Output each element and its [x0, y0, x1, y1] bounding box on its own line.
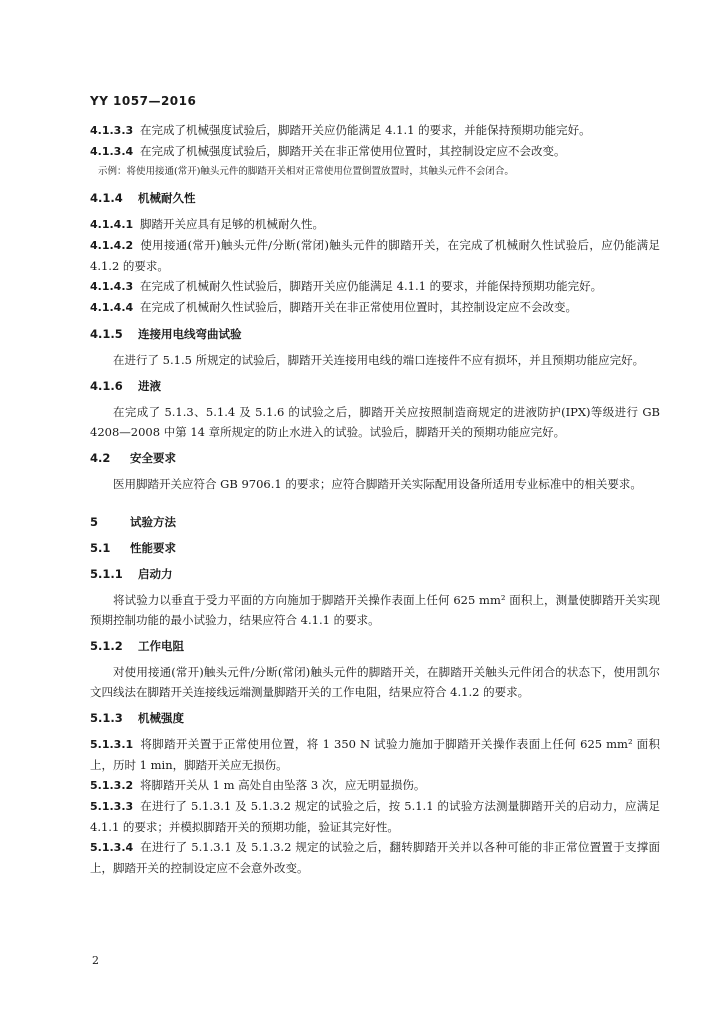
body-paragraph: 医用脚踏开关应符合 GB 9706.1 的要求；应符合脚踏开关实际配用设备所适用专业标准中的相关要求。	[113, 477, 642, 491]
clause-number: 4.1.4.1	[90, 218, 134, 231]
clause-number: 4.1.3.4	[90, 145, 134, 158]
section-heading	[90, 448, 660, 468]
heading-title: 机械强度	[138, 711, 184, 725]
heading-number: 5.1.2	[90, 639, 123, 653]
heading-title: 进液	[138, 379, 161, 393]
example-note: 示例：将使用接通(常开)触头元件的脚踏开关相对正常使用位置倒置放置时，其触头元件不会闭合。	[98, 166, 514, 177]
clause-text: 将脚踏开关从 1 m 高处自由坠落 3 次，应无明显损伤。	[140, 778, 426, 792]
document-body	[90, 120, 660, 878]
clause-text: 在完成了机械耐久性试验后，脚踏开关应仍能满足 4.1.1 的要求，并能保持预期功能完好。	[140, 279, 603, 293]
clause-number: 4.1.3.3	[90, 124, 134, 137]
clause-item	[90, 796, 660, 837]
clause-item	[90, 120, 660, 141]
clause-item	[90, 837, 660, 878]
section-heading	[90, 512, 660, 532]
heading-number: 5	[90, 515, 99, 529]
clause-item	[90, 141, 660, 162]
body-paragraph: 将试验力以垂直于受力平面的方向施加于脚踏开关操作表面上任何 625 mm² 面积上，测量使脚踏开关实现预期控制功能的最小试验力，结果应符合 4.1.1 的要求。	[90, 593, 660, 627]
clause-number: 5.1.3.1	[90, 738, 134, 751]
heading-title: 工作电阻	[138, 639, 184, 653]
clause-number: 5.1.3.4	[90, 841, 134, 854]
clause-item	[90, 235, 660, 276]
clause-number: 4.1.4.2	[90, 239, 134, 252]
heading-number: 4.1.5	[90, 327, 123, 341]
heading-title: 启动力	[138, 567, 173, 581]
section-heading	[90, 636, 660, 656]
heading-number: 4.1.6	[90, 379, 123, 393]
clause-text: 在进行了 5.1.3.1 及 5.1.3.2 规定的试验之后，翻转脚踏开关并以各种可能的非正常位置置于支撑面上，脚踏开关的控制设定应不会意外改变。	[90, 840, 660, 875]
page-number: 2	[92, 954, 99, 967]
heading-title: 安全要求	[130, 451, 176, 465]
section-heading	[90, 376, 660, 396]
body-paragraph: 在完成了 5.1.3、5.1.4 及 5.1.6 的试验之后，脚踏开关应按照制造商规定的进液防护(IPX)等级进行 GB 4208—2008 中第 14 章所规定的防止水进入的试验。试验后，脚踏开关的预期功能应完好。	[90, 405, 660, 439]
clause-text: 在完成了机械强度试验后，脚踏开关在非正常使用位置时，其控制设定应不会改变。	[140, 144, 566, 158]
section-heading	[90, 564, 660, 584]
section-heading	[90, 324, 660, 344]
section-heading	[90, 708, 660, 728]
clause-text: 在进行了 5.1.3.1 及 5.1.3.2 规定的试验之后，按 5.1.1 的试验方法测量脚踏开关的启动力，应满足 4.1.1 的要求；并模拟脚踏开关的预期功能，验证其完好性。	[90, 799, 660, 834]
clause-number: 5.1.3.3	[90, 800, 134, 813]
clause-text: 将脚踏开关置于正常使用位置，将 1 350 N 试验力施加于脚踏开关操作表面上任何 625 mm² 面积上，历时 1 min，脚踏开关应无损伤。	[90, 737, 660, 772]
clause-number: 4.1.4.4	[90, 301, 134, 314]
standard-code-header: YY 1057—2016	[90, 94, 197, 108]
clause-text: 使用接通(常开)触头元件/分断(常闭)触头元件的脚踏开关，在完成了机械耐久性试验后，应仍能满足 4.1.2 的要求。	[90, 238, 660, 273]
clause-item	[90, 734, 660, 775]
heading-number: 5.1.3	[90, 711, 123, 725]
clause-item	[90, 276, 660, 297]
section-heading	[90, 538, 660, 558]
clause-item	[90, 297, 660, 318]
heading-number: 4.1.4	[90, 191, 123, 205]
clause-number: 4.1.4.3	[90, 280, 134, 293]
heading-title: 试验方法	[130, 515, 176, 529]
body-paragraph: 对使用接通(常开)触头元件/分断(常闭)触头元件的脚踏开关，在脚踏开关触头元件闭合的状态下，使用凯尔文四线法在脚踏开关连接线远端测量脚踏开关的工作电阻，结果应符合 4.1.2 的要求。	[90, 665, 660, 699]
clause-item	[90, 214, 660, 235]
clause-text: 在完成了机械耐久性试验后，脚踏开关在非正常使用位置时，其控制设定应不会改变。	[140, 300, 577, 314]
clause-text: 在完成了机械强度试验后，脚踏开关应仍能满足 4.1.1 的要求，并能保持预期功能完好。	[140, 123, 591, 137]
heading-title: 连接用电线弯曲试验	[138, 327, 242, 341]
heading-title: 性能要求	[130, 541, 176, 555]
heading-title: 机械耐久性	[138, 191, 196, 205]
section-heading	[90, 188, 660, 208]
clause-number: 5.1.3.2	[90, 779, 134, 792]
section-spacer	[90, 494, 660, 512]
clause-text: 脚踏开关应具有足够的机械耐久性。	[140, 217, 324, 231]
heading-number: 4.2	[90, 451, 111, 465]
clause-item	[90, 775, 660, 796]
heading-number: 5.1	[90, 541, 111, 555]
body-paragraph: 在进行了 5.1.5 所规定的试验后，脚踏开关连接用电线的端口连接件不应有损坏，并且预期功能应完好。	[113, 353, 645, 367]
heading-number: 5.1.1	[90, 567, 123, 581]
